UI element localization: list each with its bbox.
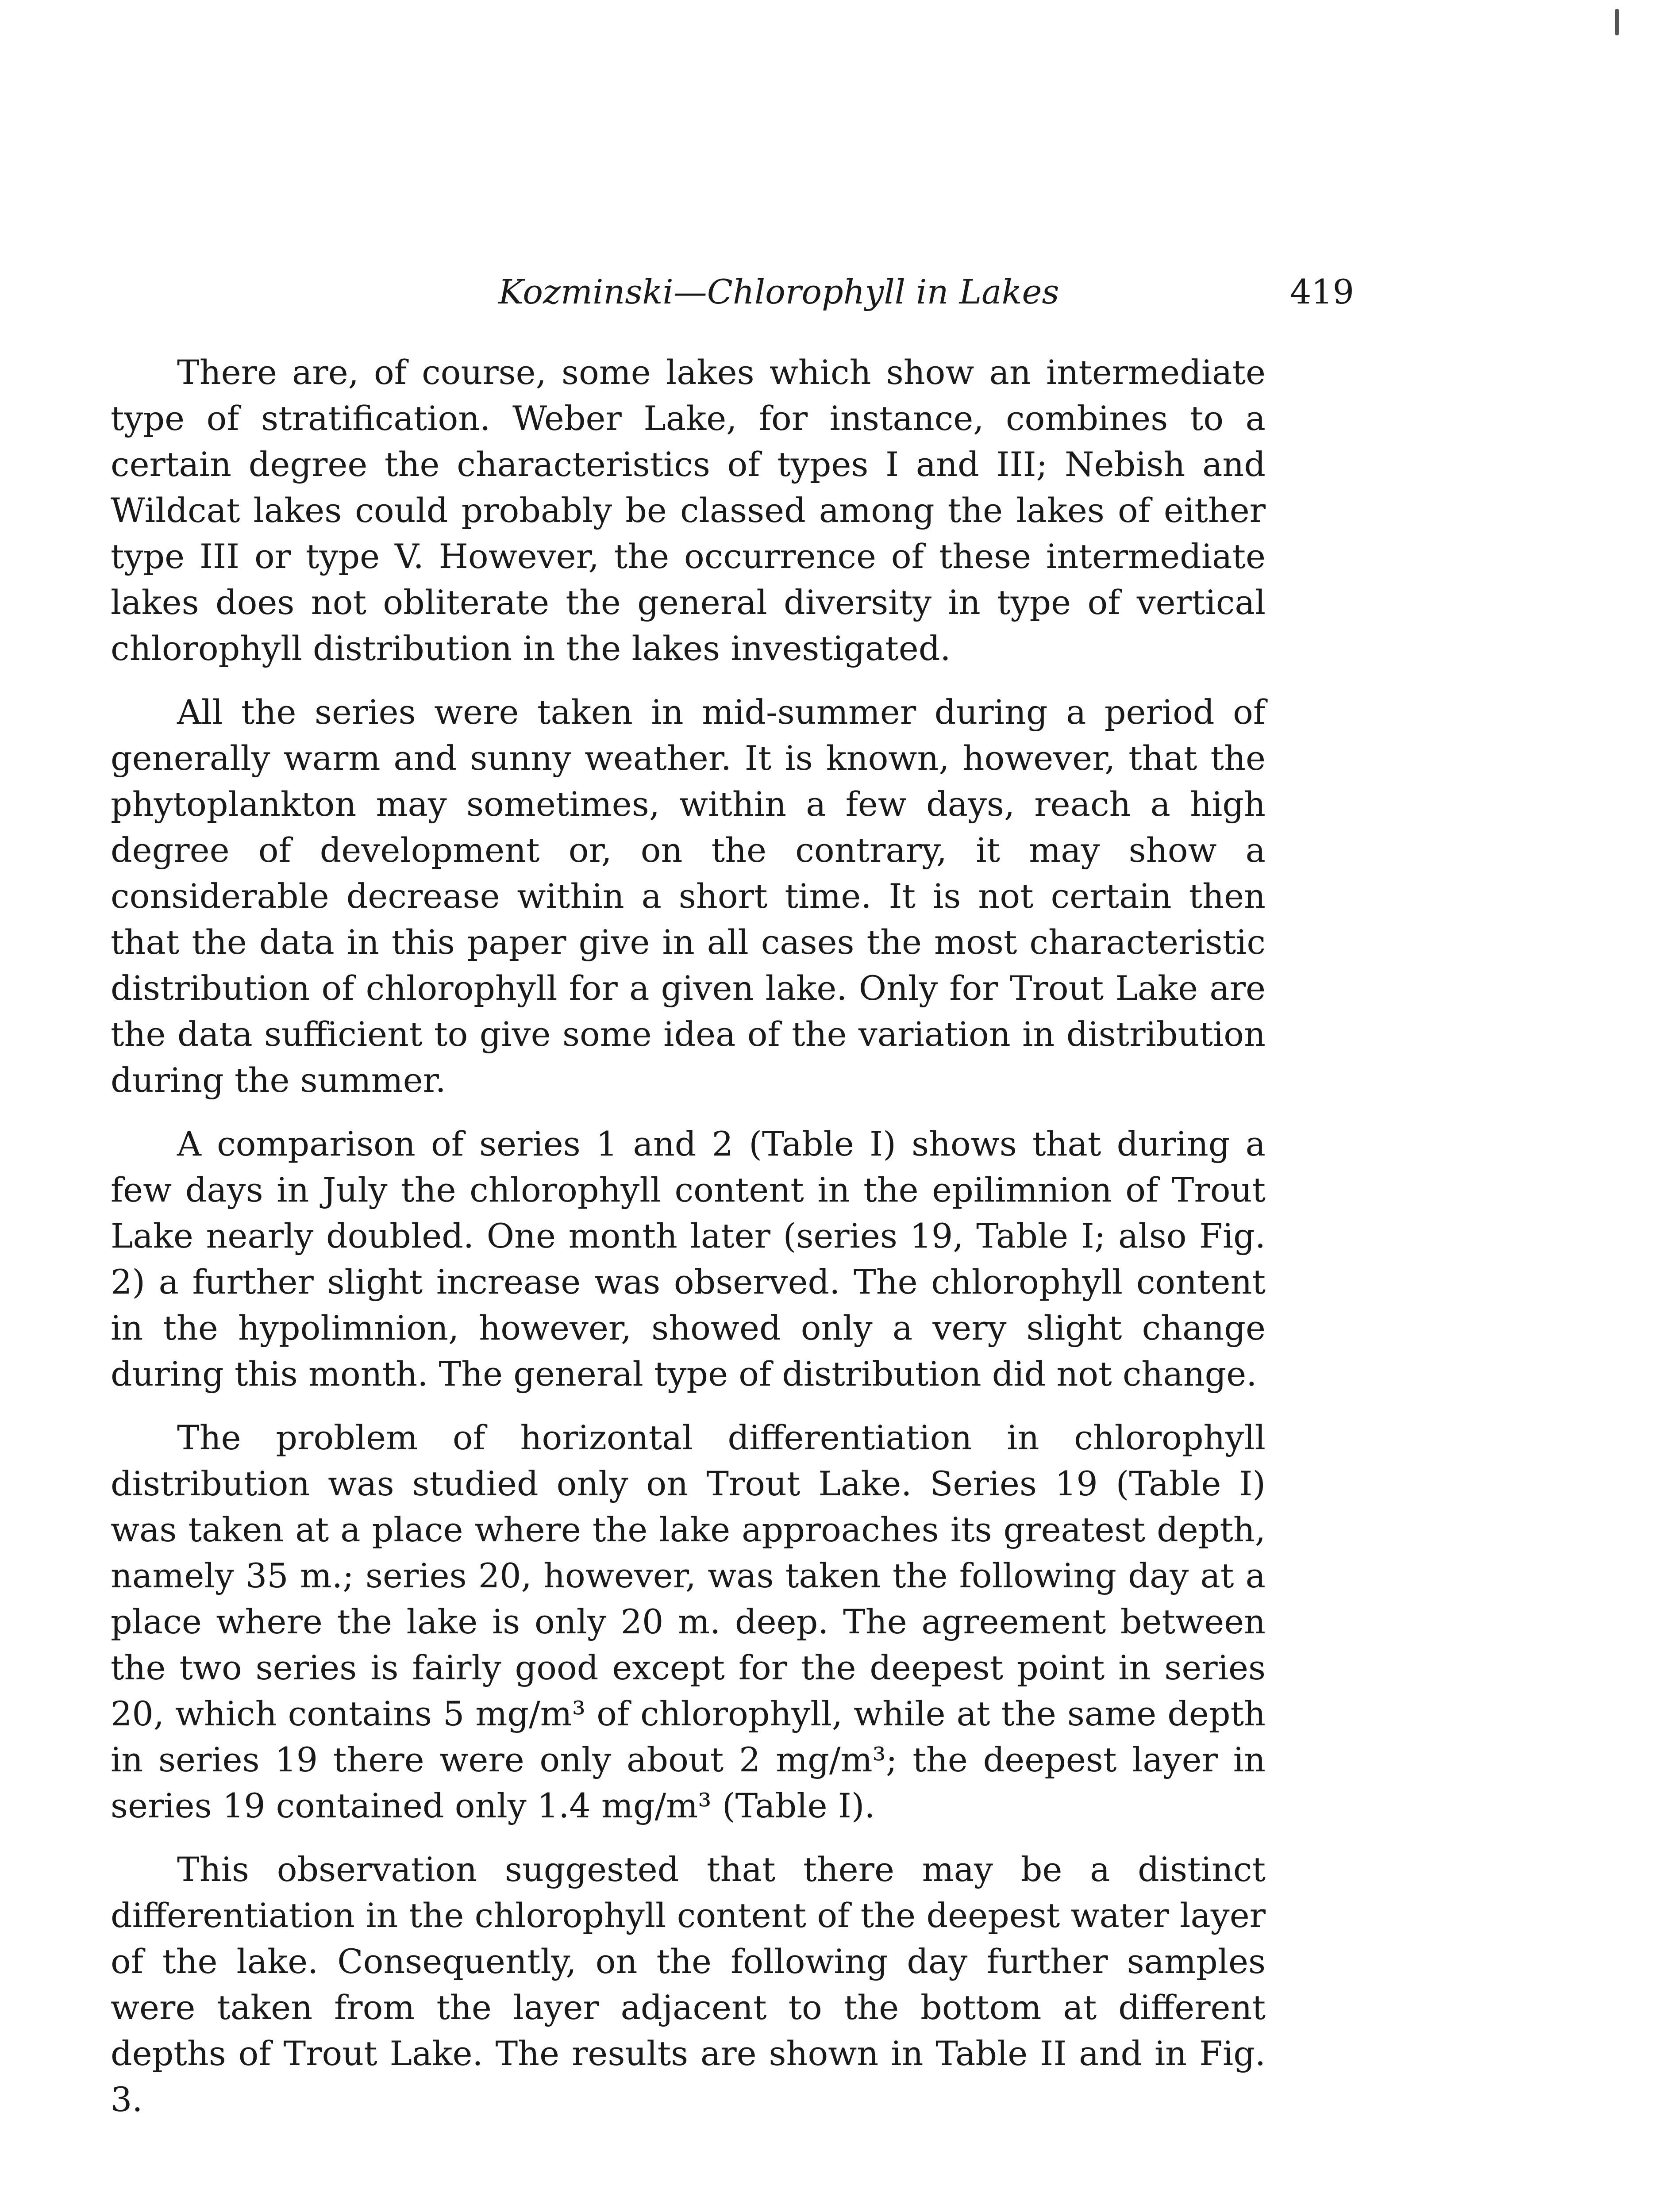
paragraph-1: There are, of course, some lakes which show an intermediate type of stratification. Weber Lake, for instance, combines to a certain degree the characteristics of types I and III; Nebish and Wildcat lakes could probably be classed among the lakes of either type III or type V. However, the occurrence of these intermediate lakes does not obliterate the general diversity in type of vertical chlorophyll distribution in the lakes investigated. xyxy=(111,353,1266,668)
paragraph-3: A comparison of series 1 and 2 (Table I) shows that during a few days in July the chlorophyll content in the epilimnion of Trout Lake nearly doubled. One month later (series 19, Table I; also Fig. 2) a further slight increase was observed. The chlorophyll content in the hypolimnion, however, showed only a very slight change during this month. The general type of distribution did not change. xyxy=(111,1124,1266,1394)
running-title: Kozminski—Chlorophyll in Lakes xyxy=(498,272,1059,311)
body-text xyxy=(111,349,1266,2212)
paragraph-5: This observation suggested that there may be a distinct differentiation in the chlorophyll content of the deepest water layer of the lake. Consequently, on the following day further samples were taken from the layer adjacent to the bottom at different depths of Trout Lake. The results are shown in Table II and in Fig. 3. xyxy=(111,1850,1266,2119)
page-number: 419 xyxy=(1289,272,1354,311)
paragraph-4: The problem of horizontal differentiation in chlorophyll distribution was studied only on Trout Lake. Series 19 (Table I) was taken at a place where the lake approaches its greatest depth, namely 35 m.; series 20, however, was taken the following day at a place where the lake is only 20 m. deep. The agreement between the two series is fairly good except for the deepest point in series 20, which contains 5 mg/m³ of chlorophyll, while at the same depth in series 19 there were only about 2 mg/m³; the deepest layer in series 19 contained only 1.4 mg/m³ (Table I). xyxy=(111,1418,1266,1825)
paragraph-2: All the series were taken in mid-summer during a period of generally warm and sunny weather. It is known, however, that the phytoplankton may sometimes, within a few days, reach a high degree of development or, on the contrary, it may show a considerable decrease within a short time. It is not certain then that the data in this paper give in all cases the most characteristic distribution of chlorophyll for a given lake. Only for Trout Lake are the data sufficient to give some idea of the variation in distribution during the summer. xyxy=(111,692,1266,1100)
scan-speck xyxy=(1615,9,1619,35)
